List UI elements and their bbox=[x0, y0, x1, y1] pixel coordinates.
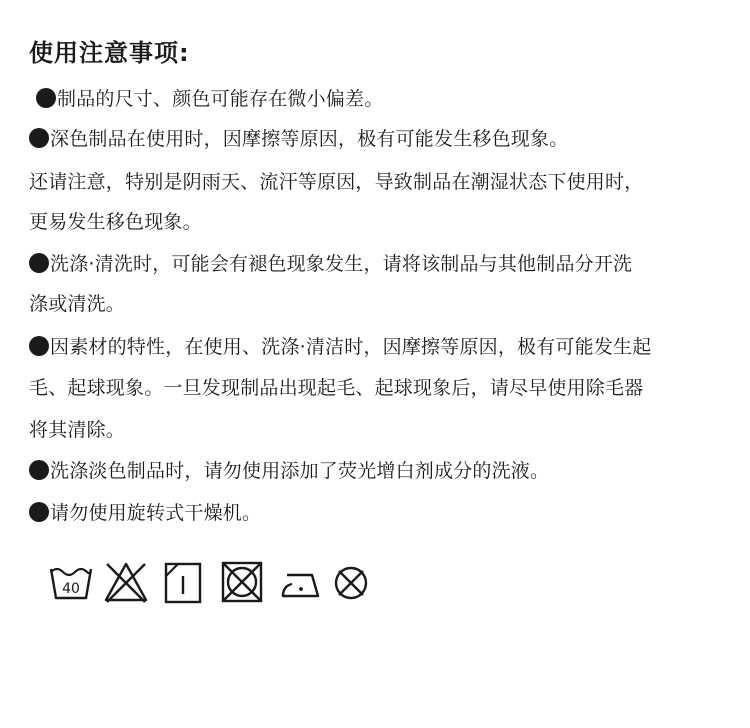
notice-text: 因素材的特性，在使用、洗涤·清洁时，因摩擦等原因，极有可能发生起 bbox=[50, 336, 652, 358]
notice-text: 毛、起球现象。一旦发现制品出现起毛、起球现象后，请尽早使用除毛器 bbox=[29, 377, 644, 399]
notice-line-11 bbox=[29, 500, 261, 526]
bullet-icon bbox=[29, 253, 49, 273]
notice-line-3 bbox=[29, 169, 643, 195]
notice-line-5 bbox=[29, 251, 632, 277]
notice-line-1 bbox=[36, 86, 383, 112]
page-title: 使用注意事项: bbox=[29, 39, 190, 67]
notice-text: 将其清除。 bbox=[29, 419, 126, 441]
bullet-icon bbox=[29, 502, 49, 522]
do-not-bleach-icon bbox=[103, 560, 149, 606]
notice-line-10 bbox=[29, 458, 549, 484]
bullet-icon bbox=[29, 336, 49, 356]
iron-low-icon bbox=[280, 560, 324, 606]
notice-line-4 bbox=[29, 209, 202, 235]
notice-text: 深色制品在使用时，因摩擦等原因，极有可能发生移色现象。 bbox=[50, 128, 569, 150]
notice-line-2 bbox=[29, 126, 568, 152]
notice-line-6 bbox=[29, 291, 125, 317]
wash-temperature-label: 40 bbox=[62, 581, 80, 597]
bullet-icon bbox=[29, 460, 49, 480]
notice-text: 涤或清洗。 bbox=[29, 293, 126, 315]
notice-text: 还请注意，特别是阴雨天、流汗等原因，导致制品在潮湿状态下使用时， bbox=[29, 171, 644, 193]
bullet-icon bbox=[36, 88, 56, 108]
notice-text: 更易发生移色现象。 bbox=[29, 211, 202, 233]
do-not-dry-clean-icon bbox=[333, 560, 373, 606]
notice-line-9 bbox=[29, 417, 125, 443]
notice-text: 制品的尺寸、颜色可能存在微小偏差。 bbox=[57, 88, 384, 110]
do-not-tumble-dry-icon bbox=[220, 560, 266, 606]
line-dry-icon bbox=[164, 560, 204, 606]
notice-text: 洗涤淡色制品时，请勿使用添加了荧光增白剂成分的洗液。 bbox=[50, 460, 550, 482]
notice-text: 洗涤·清洗时，可能会有褪色现象发生，请将该制品与其他制品分开洗 bbox=[50, 253, 633, 275]
wash-40-icon bbox=[48, 560, 94, 606]
bullet-icon bbox=[29, 128, 49, 148]
notice-line-8 bbox=[29, 375, 643, 401]
notice-line-7 bbox=[29, 334, 651, 360]
notice-text: 请勿使用旋转式干燥机。 bbox=[50, 502, 262, 524]
